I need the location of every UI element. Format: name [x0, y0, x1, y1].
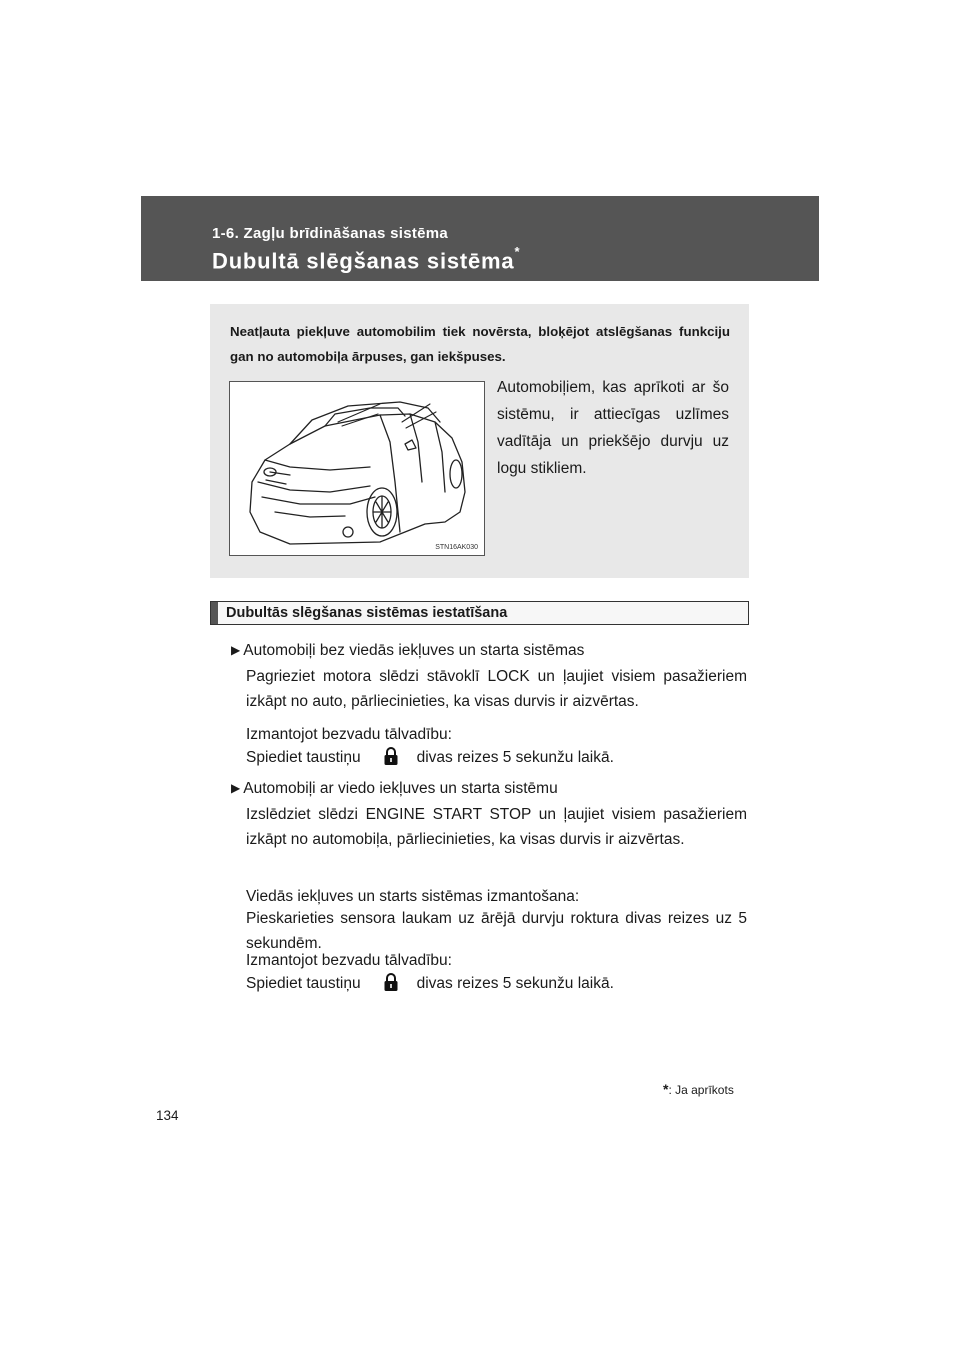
item-2-smart-text: Pieskarieties sensora laukam uz ārējā durvju roktura divas reizes uz 5 sekundēm. [246, 910, 747, 952]
footnote-text: : Ja aprīkots [668, 1083, 734, 1097]
page-title [212, 244, 521, 274]
page-title-mark: * [514, 244, 521, 259]
press-before: Spiediet taustiņu [246, 749, 361, 766]
press-after: divas reizes 5 sekunžu laikā. [416, 749, 614, 766]
page-number: 134 [156, 1108, 179, 1123]
press-after: divas reizes 5 sekunžu laikā. [416, 975, 614, 992]
item-2-remote-label: Izmantojot bezvadu tālvadību: [246, 952, 452, 969]
item-1-text: Pagrieziet motora slēdzi stāvoklī LOCK un ļaujiet visiem pasažieriem izkāpt no auto, pārliecinieties, ka visas durvis ir aizvērtas. [246, 668, 747, 710]
item-2-press-line [246, 971, 614, 996]
press-before: Spiediet taustiņu [246, 975, 361, 992]
triangle-bullet-icon: ▶ [231, 643, 241, 657]
figure-code: STN16AK030 [435, 544, 478, 551]
section-heading-text: Dubultās slēgšanas sistēmas iestatīšana [226, 605, 508, 621]
intro-box [210, 304, 749, 578]
car-drawing [230, 382, 484, 555]
bullet-item-2 [231, 776, 558, 802]
side-note: Automobiļiem, kas aprīkoti ar šo sistēmu, ir attiecīgas uzlīmes vadītāja un priekšējo durvju uz logu stikliem. [497, 379, 729, 477]
car-illustration [229, 381, 485, 556]
item-1-press-line [246, 745, 614, 770]
bullet-item-1 [231, 638, 584, 664]
lock-icon [383, 972, 399, 992]
bullet-text: Automobiļi bez viedās iekļuves un starta sistēmas [243, 642, 585, 659]
triangle-bullet-icon: ▶ [231, 781, 241, 795]
section-heading [210, 601, 749, 625]
intro-text: Neatļauta piekļuve automobilim tiek novērsta, bloķējot atslēgšanas funkciju gan no automobiļa ārpuses, gan iekšpuses. [230, 324, 730, 364]
chapter-header [141, 196, 819, 281]
item-2-smart-label: Viedās iekļuves un starts sistēmas izmantošana: [246, 888, 580, 905]
footnote-mark: * [663, 1081, 669, 1097]
page-title-text: Dubultā slēgšanas sistēma [212, 248, 515, 274]
footnote [663, 1081, 734, 1097]
bullet-text: Automobiļi ar viedo iekļuves un starta sistēmu [243, 780, 558, 797]
item-1-remote-label: Izmantojot bezvadu tālvadību: [246, 726, 452, 743]
item-2-text: Izslēdziet slēdzi ENGINE START STOP un ļaujiet visiem pasažieriem izkāpt no automobiļa, pārliecinieties, ka visas durvis ir aizvērtas. [246, 806, 747, 848]
lock-icon [383, 746, 399, 766]
heading-bar [211, 602, 218, 624]
section-label: 1-6. Zagļu brīdināšanas sistēma [212, 225, 449, 242]
